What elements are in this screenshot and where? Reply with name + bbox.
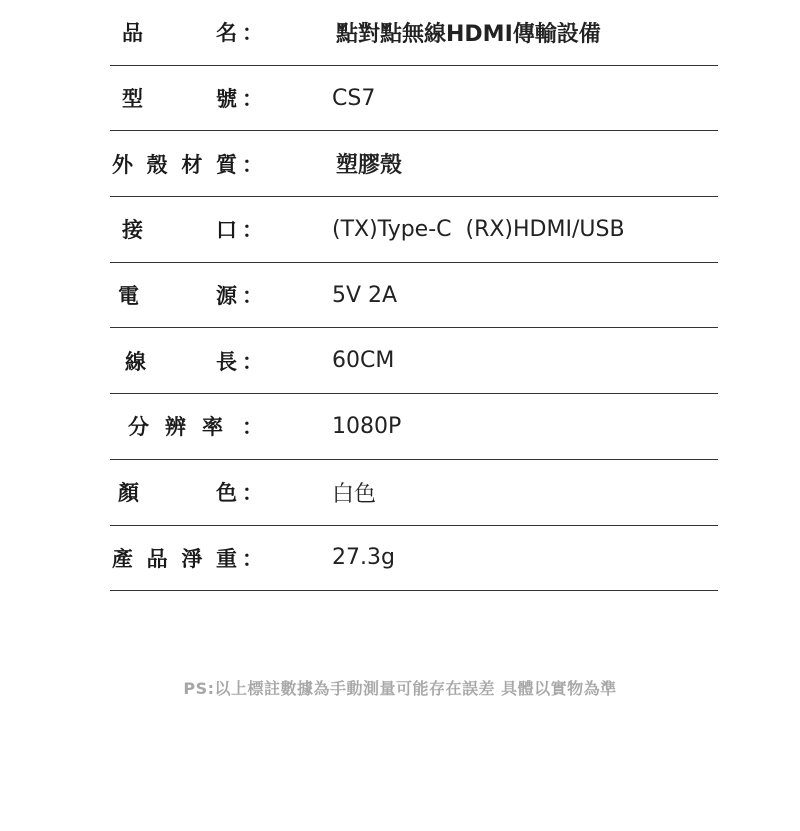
spec-label-char: 顏: [118, 481, 140, 506]
spec-label-char: 接: [122, 218, 144, 243]
spec-label-char: 材: [181, 152, 204, 177]
spec-colon: ：: [242, 415, 263, 440]
disclaimer-note: PS:以上標註數據為手動測量可能存在誤差 具體以實物為準: [183, 679, 617, 698]
spec-label-char: 質: [215, 152, 238, 177]
spec-label-char: 長: [216, 349, 238, 374]
spec-row-model: [110, 66, 718, 132]
spec-value-cable-length: 60CM: [332, 348, 395, 374]
spec-label-char: 號: [216, 87, 238, 112]
spec-row-color: [110, 460, 718, 526]
spec-row-product-name: [110, 0, 718, 66]
spec-colon: ：: [242, 546, 263, 571]
spec-colon: ：: [242, 152, 263, 177]
spec-label-char: 外: [112, 152, 134, 177]
spec-label-product-name: [122, 0, 238, 65]
spec-label-char: 品: [122, 21, 144, 46]
spec-label-char: 品: [146, 546, 169, 571]
spec-label-net-weight: [112, 526, 238, 591]
spec-row-shell-material: [110, 131, 718, 197]
spec-value-net-weight: 27.3g: [332, 545, 395, 571]
spec-label-char: 重: [215, 546, 238, 571]
spec-label-char: 口: [216, 218, 238, 243]
spec-label-char: 產: [112, 546, 134, 571]
spec-label-char: 色: [216, 481, 238, 506]
spec-row-resolution: [110, 394, 718, 460]
spec-label-char: 殼: [146, 152, 169, 177]
spec-label-char: 線: [125, 349, 147, 374]
spec-value-model: CS7: [332, 85, 376, 111]
spec-label-char: 率: [202, 415, 224, 440]
spec-label-cable-length: [125, 328, 238, 393]
spec-colon: ：: [242, 218, 263, 243]
spec-label-resolution: [128, 394, 224, 459]
spec-colon: ：: [242, 349, 263, 374]
spec-row-interface: [110, 197, 718, 263]
spec-value-power: 5V 2A: [332, 282, 398, 308]
spec-label-char: 辨: [165, 415, 187, 440]
spec-label-char: 淨: [181, 546, 204, 571]
spec-colon: ：: [242, 21, 263, 46]
spec-value-interface: (TX)Type-C (RX)HDMI/USB: [332, 216, 625, 242]
spec-label-char: 名: [216, 21, 238, 46]
spec-value-shell-material: 塑膠殼: [336, 153, 403, 179]
spec-label-char: 型: [122, 87, 144, 112]
spec-colon: ：: [242, 481, 263, 506]
spec-table: [110, 0, 718, 591]
spec-value-resolution: 1080P: [332, 413, 402, 439]
spec-label-shell-material: [112, 131, 238, 196]
spec-label-char: 分: [128, 415, 150, 440]
spec-label-power: [118, 263, 238, 328]
spec-colon: ：: [242, 87, 263, 112]
spec-label-interface: [122, 197, 238, 262]
spec-label-model: [122, 66, 238, 131]
spec-colon: ：: [242, 284, 263, 309]
spec-value-color: 白色: [332, 481, 377, 507]
spec-label-char: 源: [216, 284, 238, 309]
spec-row-power: [110, 263, 718, 329]
spec-label-char: 電: [118, 284, 140, 309]
spec-row-net-weight: [110, 526, 718, 592]
spec-row-cable-length: [110, 328, 718, 394]
spec-label-color: [118, 460, 238, 525]
spec-value-product-name: 點對點無線HDMI傳輸設備: [336, 21, 601, 47]
